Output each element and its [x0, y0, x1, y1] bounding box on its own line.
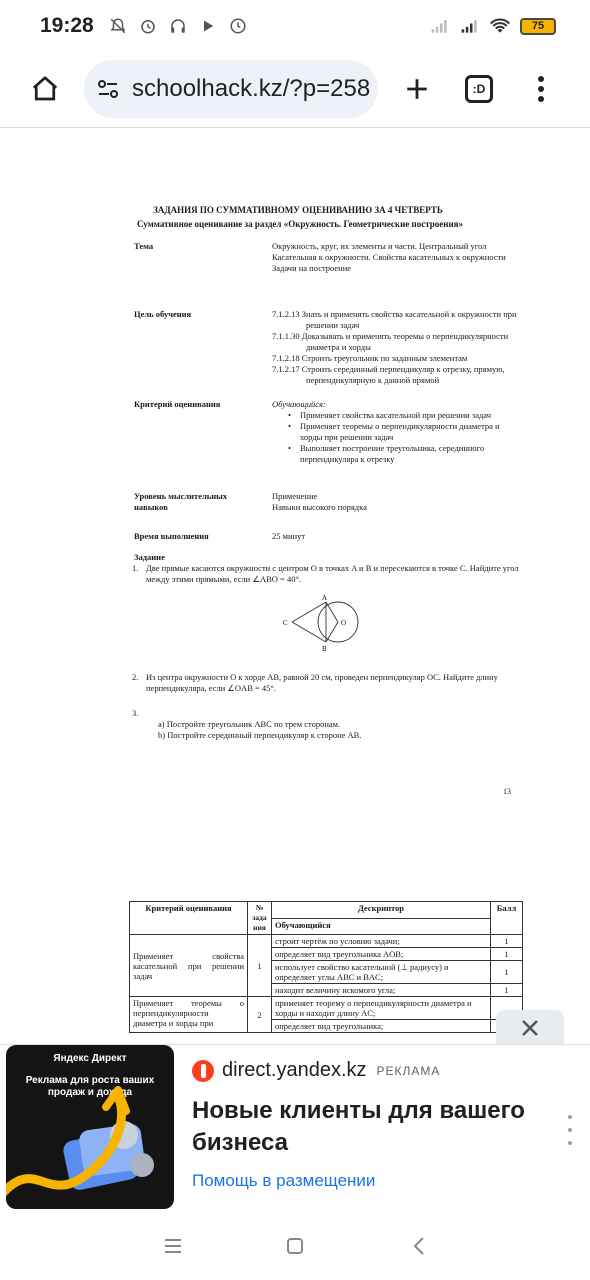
topic-line: Окружность, круг, их элементы и части. Центральный угол — [272, 241, 487, 251]
ad-domain[interactable]: direct.yandex.kz — [222, 1059, 367, 1081]
criteria-label: Критерий оценивания — [134, 399, 221, 409]
criteria-item: • Выполняет построение треугольника, серединного перпендикуляра к отрезку — [288, 443, 520, 465]
objectives-label: Цель обучения — [134, 309, 192, 319]
close-icon — [520, 1018, 540, 1038]
figure-label-a: A — [322, 594, 328, 602]
recents-button[interactable] — [161, 1234, 185, 1258]
skills-value — [272, 491, 520, 513]
document-page — [0, 128, 590, 1048]
criterion-cell: Применяет свойства касательной при решении задач — [130, 935, 248, 997]
signal-icon — [460, 16, 480, 36]
back-button[interactable] — [407, 1234, 431, 1258]
tab-switcher-button[interactable] — [456, 66, 502, 112]
skills-label: Уровень мыслительных навыков — [134, 491, 228, 512]
ad-label: РЕКЛАМА — [376, 1063, 441, 1078]
ad-image[interactable] — [6, 1045, 174, 1209]
ad-image-text: Реклама для роста ваших продаж и дохода — [25, 1075, 155, 1098]
url-text[interactable]: schoolhack.kz/?p=258 — [132, 75, 371, 102]
ad-link[interactable]: Помощь в размещении — [192, 1171, 376, 1190]
doc-title: ЗАДАНИЯ ПО СУММАТИВНОМУ ОЦЕНИВАНИЮ ЗА 4 ЧЕТВЕРТЬ — [153, 205, 443, 215]
task-text: Две прямые касаются окружности с центром O в точках A и B и пересекаются в точке C. Найдите угол между этими прямыми, если ∠ABO = 40°. — [146, 563, 519, 584]
home-button[interactable] — [22, 66, 68, 112]
descriptor-cell: применяет теорему о перпендикулярности диаметра и хорды и находит длину AC; — [272, 997, 491, 1020]
criteria-value — [272, 399, 520, 465]
status-time: 19:28 — [40, 14, 94, 37]
figure-label-c: C — [283, 619, 288, 627]
topic-label: Тема — [134, 241, 154, 251]
alarm-icon — [138, 16, 158, 36]
table-row — [130, 935, 523, 948]
more-dot-icon — [568, 1115, 572, 1119]
task-number: 2. — [132, 672, 139, 682]
topic-line: Касательная к окружности. Свойства касательных к окружности — [272, 252, 506, 262]
descriptor-cell: определяет вид треугольника AOB; — [272, 948, 491, 961]
table-row — [130, 997, 523, 1020]
new-tab-button[interactable] — [394, 66, 440, 112]
ad-banner[interactable] — [0, 1044, 590, 1214]
tabs-icon: :D — [465, 75, 493, 103]
objective-line: 7.1.1.30 Доказывать и применять теоремы о перпендикулярности диаметра и хорды — [272, 331, 509, 352]
browser-toolbar — [0, 52, 590, 126]
score-cell: 1 — [491, 984, 523, 997]
plus-icon — [404, 76, 430, 102]
criterion-cell: Применяет теоремы о перпендикулярности диаметра и хорды при — [130, 997, 248, 1033]
topic-value — [272, 241, 520, 274]
status-icons-right — [430, 16, 556, 36]
objective-line: 7.1.2.17 Строить серединный перпендикуляр к отрезку, прямую, перпендикулярную к данной прямой — [272, 364, 505, 385]
task-1 — [132, 563, 522, 585]
score-cell: 1 — [491, 961, 523, 984]
task-cell: 1 — [248, 935, 272, 997]
play-icon — [198, 16, 218, 36]
tasks-heading: Задание — [134, 552, 165, 562]
criteria-item: • Применяет теоремы о перпендикулярности диаметра и хорды при решении задач — [288, 421, 520, 443]
clock-icon — [228, 16, 248, 36]
site-info-icon[interactable] — [96, 77, 120, 101]
mute-icon — [108, 16, 128, 36]
task-3 — [132, 708, 522, 741]
header-criterion: Критерий оценивания — [130, 902, 248, 935]
descriptor-cell: строит чертёж по условию задачи; — [272, 935, 491, 948]
time-label: Время выполнения — [134, 531, 209, 541]
objectives-value — [272, 309, 520, 386]
ad-more-button[interactable] — [560, 1115, 580, 1145]
task-2 — [132, 672, 522, 694]
wifi-icon — [490, 16, 510, 36]
home-nav-button[interactable] — [283, 1234, 307, 1258]
topic-line: Задачи на построение — [272, 263, 352, 273]
more-icon — [537, 75, 545, 103]
tangent-circle-figure — [280, 594, 360, 652]
battery-icon: 75 — [520, 18, 556, 35]
more-dot-icon — [568, 1128, 572, 1132]
skills-line: Навыки высокого порядка — [272, 502, 367, 512]
browser-menu-button[interactable] — [518, 66, 564, 112]
task-number: 3. — [132, 708, 139, 718]
task-subitems — [132, 708, 522, 741]
ad-illustration — [6, 1045, 174, 1209]
ad-image-brand: Яндекс Директ — [53, 1053, 127, 1064]
table-header-row — [130, 902, 523, 919]
figure-label-b: B — [322, 645, 327, 652]
header-learner: Обучающийся — [272, 918, 491, 935]
square-icon — [286, 1237, 304, 1255]
address-bar[interactable] — [84, 60, 378, 118]
descriptor-cell: определяет вид треугольника; — [272, 1020, 491, 1033]
criteria-intro: Обучающийся: — [272, 399, 326, 409]
score-cell: 1 — [491, 948, 523, 961]
home-icon — [30, 74, 60, 104]
page-number: 13 — [503, 787, 511, 796]
figure-label-o: O — [341, 619, 347, 627]
criteria-list — [272, 410, 520, 465]
status-icons-left — [108, 16, 248, 36]
task-cell: 2 — [248, 997, 272, 1033]
ad-close-button[interactable] — [496, 1010, 564, 1046]
header-task-no: № зада ния — [248, 902, 272, 935]
headphones-icon — [168, 16, 188, 36]
descriptor-cell: использует свойство касательной (⊥ радиусу) и определяет углы ABC и BAC; — [272, 961, 491, 984]
objective-line: 7.1.2.18 Строить треугольник по заданным элементам — [272, 353, 468, 363]
score-cell: 1 — [491, 935, 523, 948]
time-value: 25 минут — [272, 531, 306, 541]
header-descriptor: Дескриптор — [272, 902, 491, 919]
menu-icon — [163, 1238, 183, 1254]
objective-line: 7.1.2.13 Знать и применять свойства касательной к окружности при решении задач — [272, 309, 517, 330]
ad-domain-row[interactable] — [192, 1059, 440, 1082]
ad-headline[interactable]: Новые клиенты для вашего бизнеса — [192, 1097, 525, 1156]
signal-weak-icon — [430, 16, 450, 36]
assessment-table — [129, 901, 523, 1033]
system-nav-bar — [0, 1214, 590, 1280]
yandex-logo-icon — [192, 1060, 214, 1082]
task-number: 1. — [132, 563, 139, 573]
descriptor-cell: находит величину искомого угла; — [272, 984, 491, 997]
skills-line: Применение — [272, 491, 318, 501]
task-subitem: a) Постройте треугольник ABC по трем сторонам. — [158, 719, 341, 729]
back-chevron-icon — [412, 1236, 426, 1256]
header-score: Балл — [491, 902, 523, 935]
more-dot-icon — [568, 1141, 572, 1145]
criteria-item: • Применяет свойства касательной при решении задач — [288, 410, 520, 421]
task-text: Из центра окружности O к хорде AB, равной 20 см, проведен перпендикуляр OC. Найдите длину перпендикуляра, если ∠OAB = 45°. — [146, 672, 498, 693]
doc-subtitle: Суммативное оценивание за раздел «Окружность. Геометрические построения» — [136, 219, 463, 229]
status-bar — [0, 0, 590, 52]
task-subitem: b) Постройте серединный перпендикуляр к стороне AB. — [158, 730, 362, 740]
